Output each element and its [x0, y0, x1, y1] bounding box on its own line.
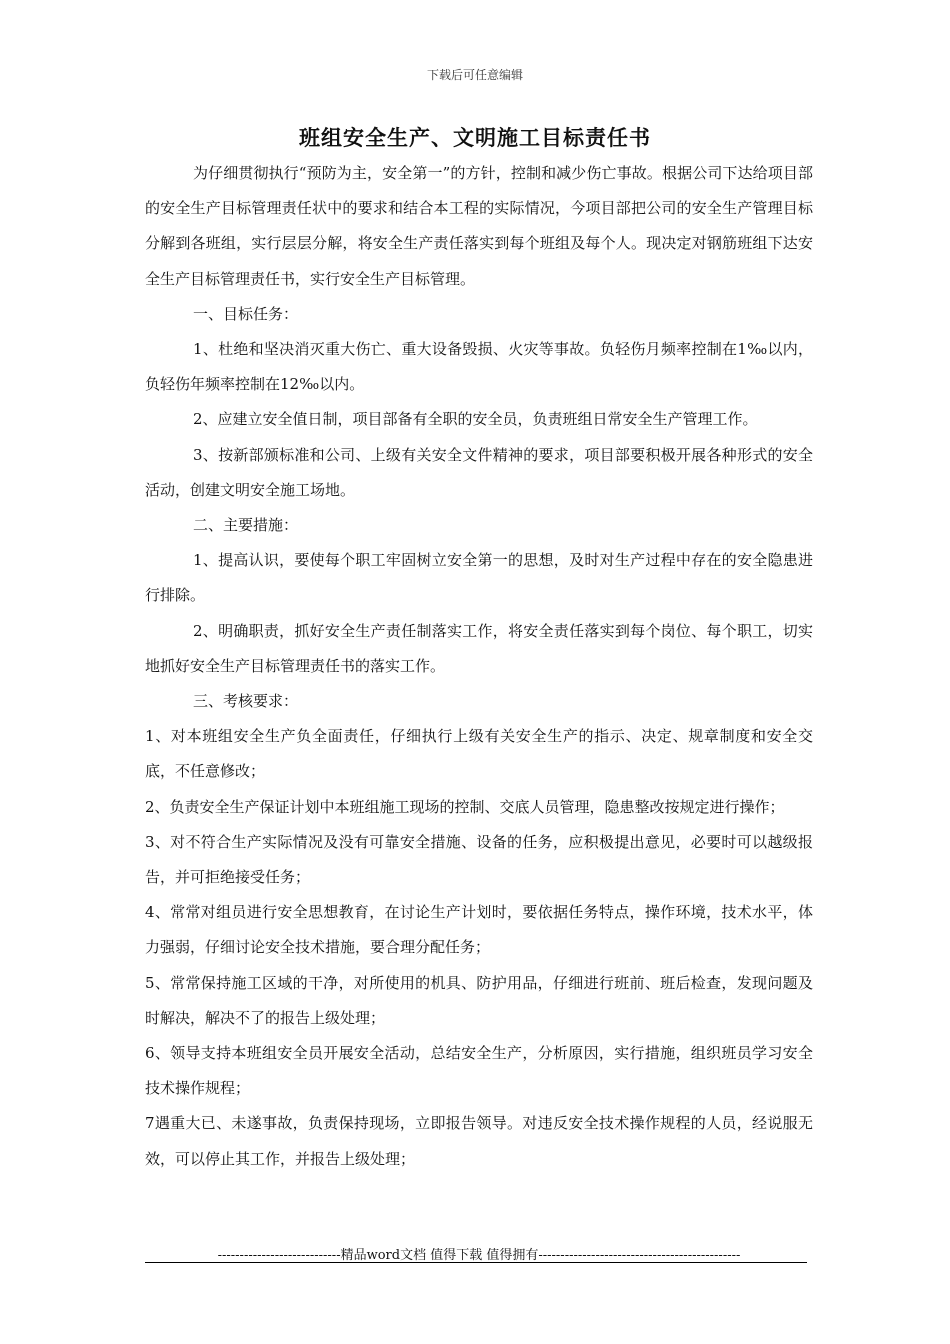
assessment-item: 2、负责安全生产保证计划中本班组施工现场的控制、交底人员管理，隐患整改按规定进行操作；: [145, 797, 785, 816]
assessment-item: 4、常常对组员进行安全思想教育，在讨论生产计划时，要依据任务特点，操作环境，技术水平，体力强弱，仔细讨论安全技术措施，要合理分配任务；: [145, 903, 813, 957]
header-note: 下载后可任意编辑: [426, 68, 523, 82]
assessment-item: 6、领导支持本班组安全员开展安全活动，总结安全生产，分析原因，实行措施，组织班员学习安全技术操作规程；: [145, 1044, 813, 1098]
intro-paragraph: 为仔细贯彻执行“预防为主，安全第一”的方针，控制和减少伤亡事故。根据公司下达给项目部的安全生产目标管理责任状中的要求和结合本工程的实际情况，今项目部把公司的安全生产管理目标分解到各班组，实行层层分解，将安全生产责任落实到每个班组及每个人。现决定对钢筋班组下达安全生产目标管理责任书，实行安全生产目标管理。: [145, 164, 813, 288]
measure-item: 1、提高认识，要使每个职工牢固树立安全第一的思想，及时对生产过程中存在的安全隐患进行排除。: [145, 551, 813, 605]
target-item: 2、应建立安全值日制，项目部备有全职的安全员，负责班组日常安全生产管理工作。: [193, 410, 758, 429]
section-heading-targets: 一、目标任务：: [193, 304, 299, 323]
document-title: 班组安全生产、文明施工目标责任书: [299, 125, 651, 150]
measure-item: 2、明确职责，抓好安全生产责任制落实工作，将安全责任落实到每个岗位、每个职工，切实地抓好安全生产目标管理责任书的落实工作。: [145, 621, 813, 675]
section-heading-assessment: 三、考核要求：: [193, 692, 299, 711]
document-body: [145, 156, 813, 1177]
section-heading-measures: 二、主要措施：: [193, 516, 299, 535]
assessment-item: 3、对不符合生产实际情况及没有可靠安全措施、设备的任务，应积极提出意见，必要时可以越级报告，并可拒绝接受任务；: [145, 832, 813, 887]
target-item: 1、杜绝和坚决消灭重大伤亡、重大设备毁损、火灾等事故。负轻伤月频率控制在1‰以内，负轻伤年频率控制在12‰以内。: [145, 340, 813, 394]
assessment-item: 1、对本班组安全生产负全面责任，仔细执行上级有关安全生产的指示、决定、规章制度和安全交底，不任意修改；: [145, 727, 813, 781]
assessment-item: 5、常常保持施工区域的干净，对所使用的机具、防护用品，仔细进行班前、班后检查，发现问题及时解决，解决不了的报告上级处理；: [145, 973, 813, 1027]
target-item: 3、按新部颁标准和公司、上级有关安全文件精神的要求，项目部要积极开展各种形式的安全活动，创建文明安全施工场地。: [145, 445, 813, 499]
footer-note: ----------------------------精品word文档 值得下载 值得拥有----------------------------------------------: [217, 1248, 741, 1263]
assessment-item: 7遇重大已、未遂事故，负责保持现场，立即报告领导。对违反安全技术操作规程的人员，经说服无效，可以停止其工作，并报告上级处理；: [145, 1114, 813, 1168]
footer-divider: [145, 1262, 807, 1263]
